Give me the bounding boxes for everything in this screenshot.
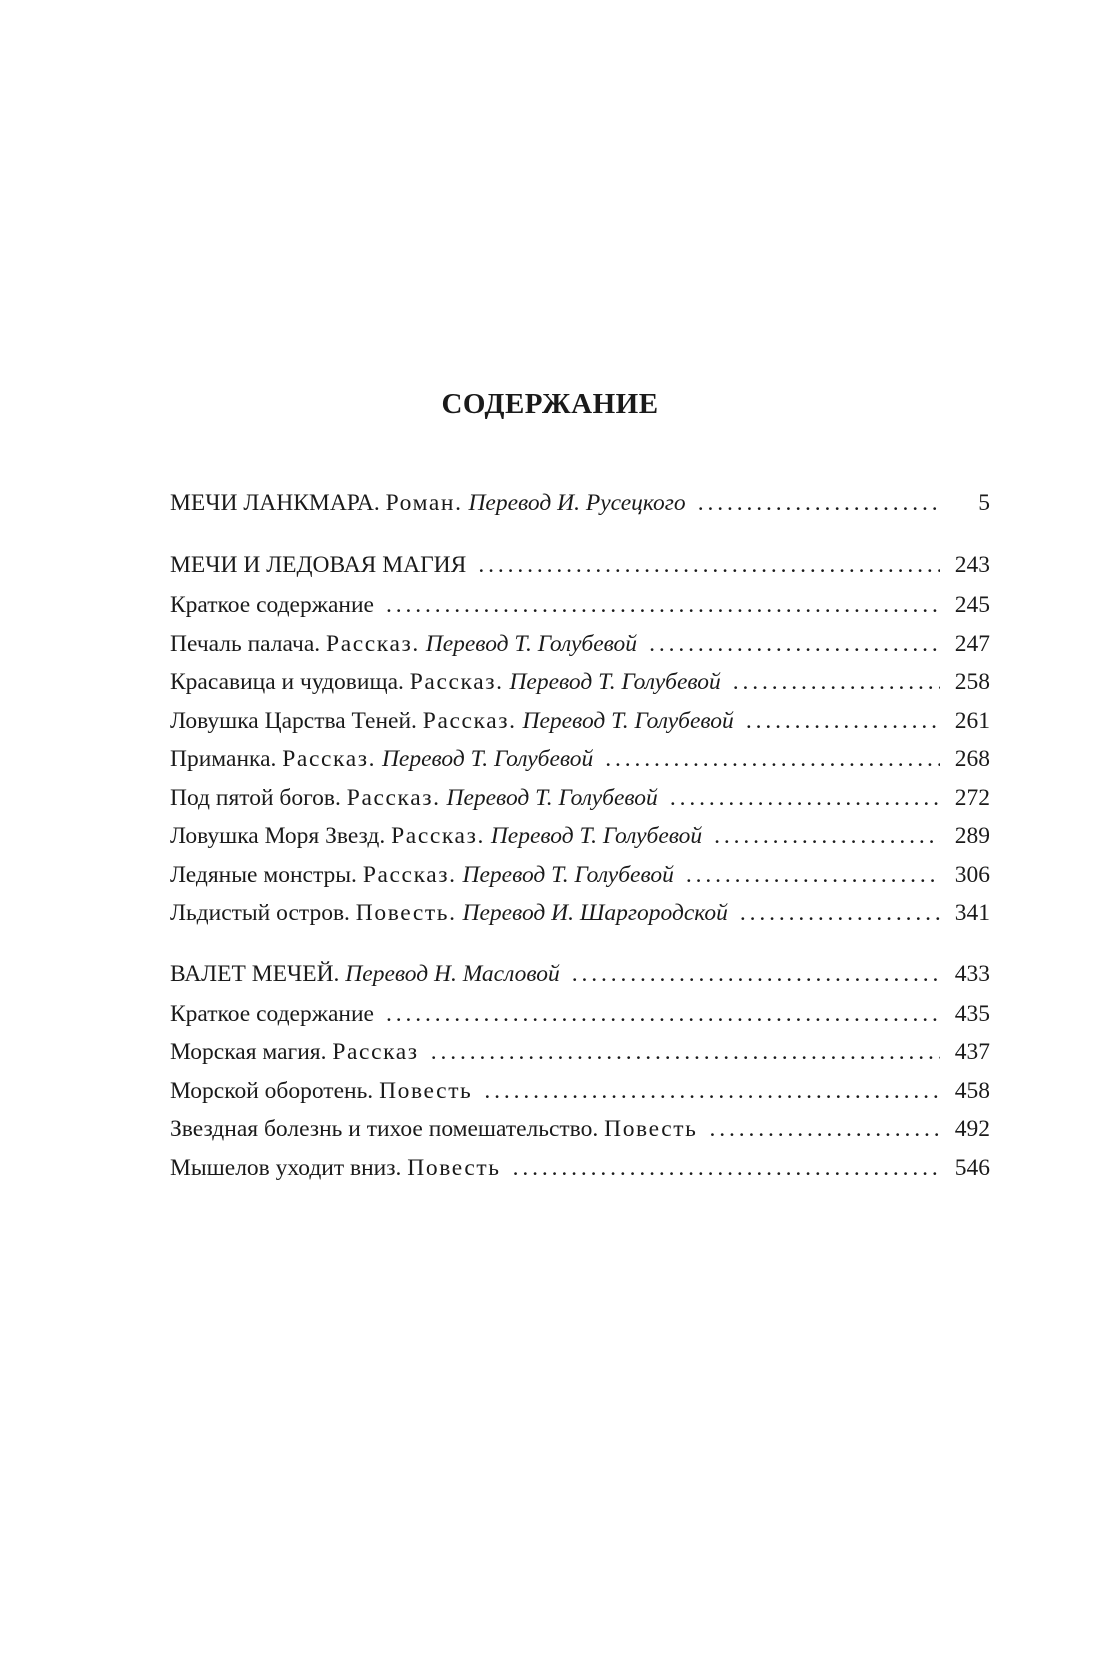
toc-entry-label [170, 953, 560, 995]
entry-translator: Перевод И. Шаргородской [462, 900, 728, 926]
toc-entry-label [170, 740, 593, 779]
toc-entry-label [170, 586, 374, 625]
page-number: 289 [954, 823, 990, 849]
dot-leader [431, 1033, 940, 1072]
toc-entry[interactable] [170, 856, 990, 895]
dot-leader [733, 663, 940, 702]
toc-entry-label [170, 856, 674, 895]
dot-leader [670, 779, 940, 818]
page-number: 306 [954, 861, 990, 888]
entry-title: Печаль палача. [170, 630, 321, 657]
entry-translator: Перевод Т. Голубевой [509, 669, 721, 695]
page-number: 433 [954, 960, 990, 987]
dot-leader [746, 702, 940, 741]
page-number: 435 [954, 1000, 990, 1027]
toc-entry-label [170, 1033, 419, 1072]
entry-title: ВАЛЕТ МЕЧЕЙ. [170, 960, 340, 987]
entry-genre: Роман. [385, 490, 463, 516]
toc-section [170, 953, 990, 1188]
entry-translator: Перевод Т. Голубевой [462, 861, 674, 888]
toc-section [170, 482, 990, 524]
toc-entry[interactable] [170, 779, 990, 818]
page-number: 258 [954, 669, 990, 695]
page-number: 272 [954, 784, 990, 811]
entry-title: Морская магия. [170, 1039, 327, 1065]
entry-translator: Перевод Н. Масловой [345, 960, 560, 987]
toc-entry-label [170, 995, 374, 1034]
dot-leader [698, 482, 940, 524]
page-number: 546 [954, 1154, 990, 1181]
toc-entry[interactable] [170, 482, 990, 524]
entry-title: Звездная болезнь и тихое помешательство. [170, 1116, 599, 1142]
toc-entry-label [170, 894, 728, 933]
entry-translator: Перевод Т. Голубевой [490, 823, 703, 849]
entry-title: Мышелов уходит вниз. [170, 1154, 402, 1181]
toc-entry[interactable] [170, 586, 990, 625]
toc-section [170, 544, 990, 933]
entry-translator: Перевод И. Русецкого [468, 490, 686, 516]
entry-title: Приманка. [170, 746, 277, 772]
dot-leader [513, 1149, 940, 1188]
dot-leader [386, 586, 940, 625]
page-number: 5 [978, 490, 990, 516]
page-number: 243 [954, 552, 990, 578]
entry-title: Под пятой богов. [170, 784, 341, 811]
dot-leader [386, 995, 940, 1034]
toc-entry-label [170, 544, 466, 586]
entry-title: Красавица и чудовища. [170, 669, 404, 695]
entry-title: Морской оборотень. [170, 1077, 374, 1104]
page-number: 458 [954, 1077, 990, 1104]
toc-entry[interactable] [170, 1149, 990, 1188]
entry-genre: Повесть [604, 1116, 698, 1142]
entry-title: МЕЧИ И ЛЕДОВАЯ МАГИЯ [170, 552, 467, 578]
toc-entry-label [170, 779, 658, 818]
entry-title: Ледяные монстры. [170, 861, 357, 888]
page-number: 245 [954, 592, 990, 618]
toc-entry[interactable] [170, 817, 990, 856]
page-number: 492 [954, 1116, 990, 1142]
entry-translator: Перевод Т. Голубевой [425, 630, 638, 657]
entry-title: Льдистый остров. [170, 900, 350, 926]
entry-genre: Повесть [407, 1154, 501, 1181]
entry-translator: Перевод Т. Голубевой [381, 746, 594, 772]
toc-entry[interactable] [170, 953, 990, 995]
toc-entry[interactable] [170, 740, 990, 779]
dot-leader [686, 856, 940, 895]
entry-genre: Рассказ. [282, 746, 377, 772]
toc-entry[interactable] [170, 702, 990, 741]
dot-leader [478, 544, 940, 586]
toc-entry-label [170, 702, 734, 741]
page-number: 247 [954, 630, 990, 657]
entry-genre: Повесть [379, 1077, 473, 1104]
dot-leader [572, 953, 940, 995]
toc-entry-label [170, 1072, 472, 1111]
toc-entry[interactable] [170, 663, 990, 702]
entry-genre: Рассказ. [346, 784, 441, 811]
toc-entry[interactable] [170, 995, 990, 1034]
toc-entry-label [170, 663, 721, 702]
entry-genre: Рассказ. [391, 823, 485, 849]
toc-entry[interactable] [170, 894, 990, 933]
entry-genre: Рассказ. [362, 861, 457, 888]
toc-entry[interactable] [170, 1110, 990, 1149]
page-number: 437 [954, 1039, 990, 1065]
page-number: 261 [954, 707, 990, 734]
entry-genre: Рассказ. [326, 630, 420, 657]
toc-entry-label [170, 482, 686, 524]
dot-leader [605, 740, 940, 779]
dot-leader [649, 625, 940, 664]
entry-title: МЕЧИ ЛАНКМАРА. [170, 490, 380, 516]
dot-leader [740, 894, 940, 933]
dot-leader [484, 1072, 940, 1111]
toc-entry-label [170, 625, 637, 664]
table-of-contents [170, 482, 990, 1207]
page-title: СОДЕРЖАНИЕ [441, 388, 659, 420]
entry-genre: Рассказ. [409, 669, 504, 695]
entry-translator: Перевод Т. Голубевой [446, 784, 658, 811]
dot-leader [709, 1110, 940, 1149]
toc-entry-label [170, 1110, 697, 1149]
dot-leader [714, 817, 940, 856]
entry-title: Краткое содержание [170, 592, 374, 618]
entry-translator: Перевод Т. Голубевой [522, 707, 734, 734]
toc-entry-label [170, 1149, 501, 1188]
toc-entry[interactable] [170, 1072, 990, 1111]
toc-entry-label [170, 817, 702, 856]
toc-entry[interactable] [170, 544, 990, 586]
toc-entry[interactable] [170, 625, 990, 664]
entry-genre: Рассказ. [422, 707, 517, 734]
entry-title: Ловушка Царства Теней. [170, 707, 417, 734]
entry-title: Ловушка Моря Звезд. [170, 823, 386, 849]
toc-entry[interactable] [170, 1033, 990, 1072]
page-number: 341 [954, 900, 990, 926]
entry-genre: Повесть. [355, 900, 457, 926]
entry-title: Краткое содержание [170, 1000, 374, 1027]
page-number: 268 [954, 746, 990, 772]
entry-genre: Рассказ [332, 1039, 419, 1065]
